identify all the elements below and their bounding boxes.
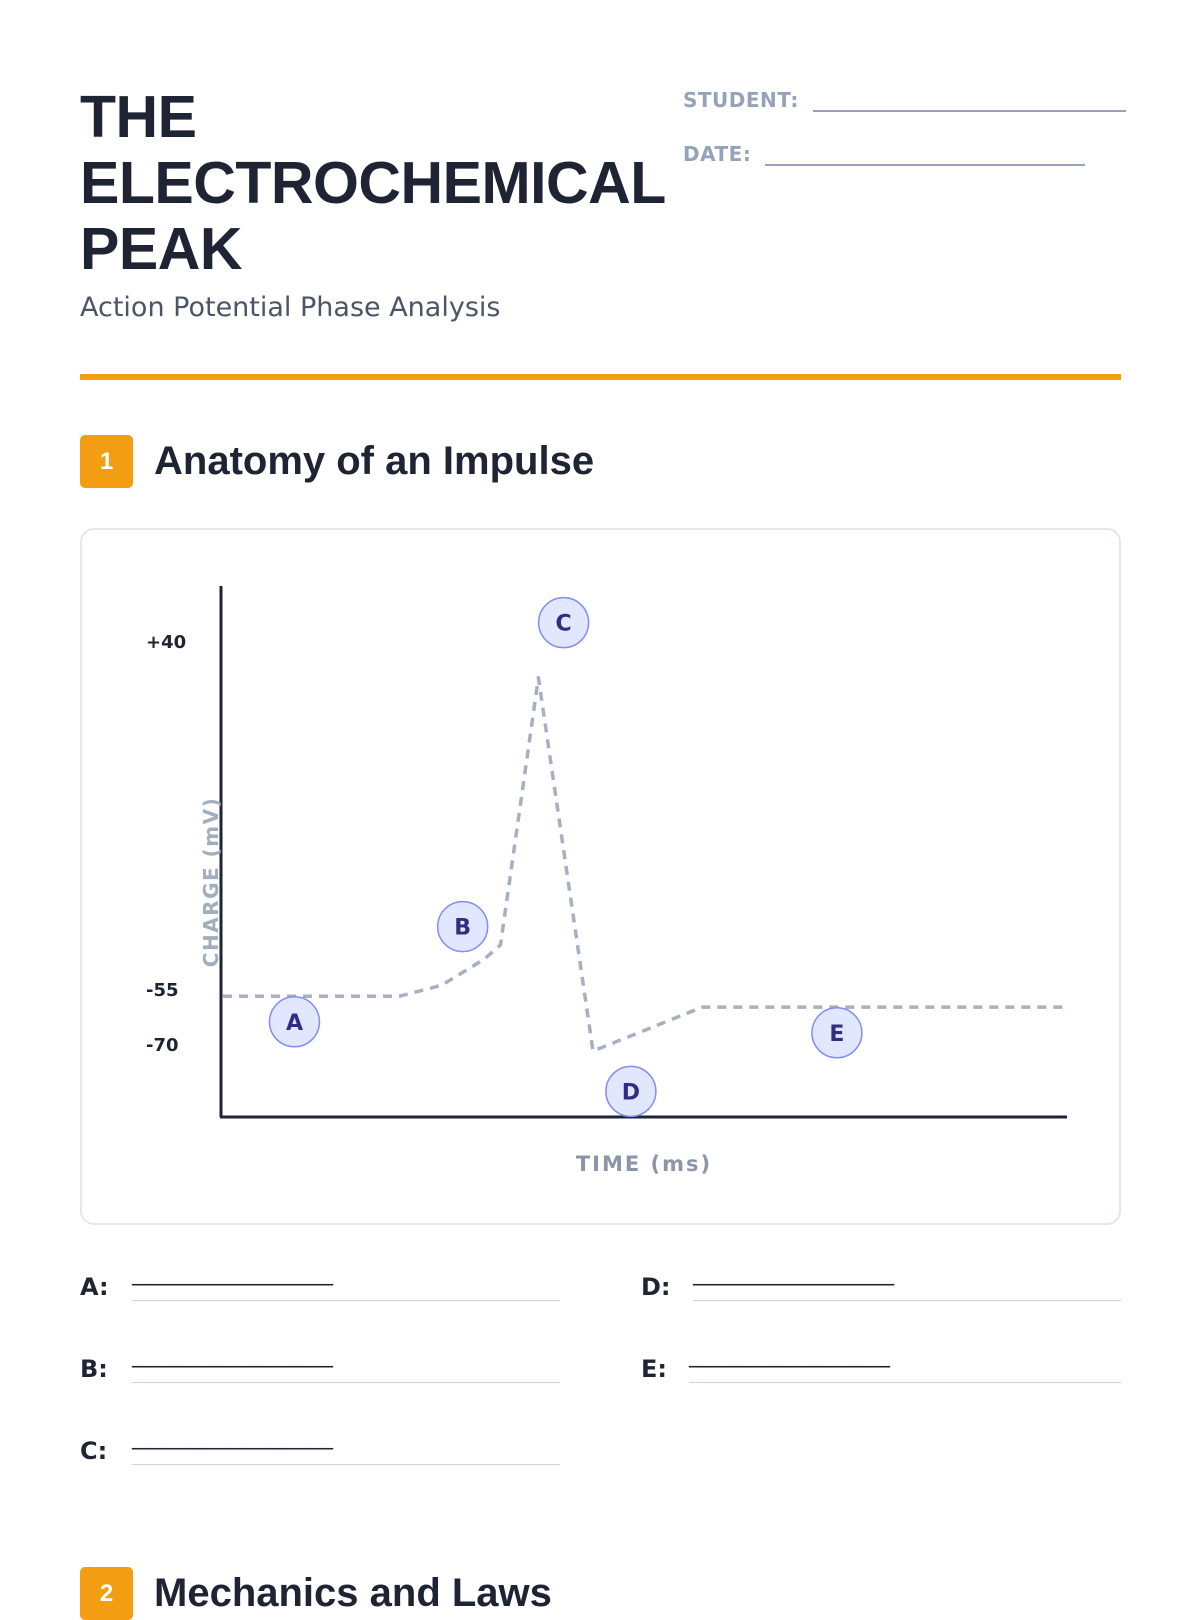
answer-letter: A:: [80, 1273, 109, 1301]
answer-row-d: [641, 1260, 1121, 1301]
answer-row-e: [641, 1342, 1121, 1383]
phase-marker-label: C: [555, 611, 572, 637]
phase-marker-e: [812, 1008, 862, 1058]
answer-row-c: [80, 1424, 560, 1465]
phase-marker-a: [269, 997, 319, 1047]
answer-line-c[interactable]: [132, 1424, 560, 1465]
answer-line-a[interactable]: [132, 1260, 560, 1301]
x-axis-label: TIME (ms): [575, 1152, 713, 1176]
action-potential-chart: [82, 530, 1123, 1227]
student-field: [683, 88, 1126, 112]
phase-marker-b: [438, 902, 488, 952]
phase-marker-d: [606, 1066, 656, 1116]
date-line[interactable]: [765, 164, 1085, 166]
answer-blank: ____________________: [689, 1343, 889, 1368]
phase-marker-label: D: [621, 1080, 641, 1106]
answer-line-b[interactable]: [132, 1342, 560, 1383]
answer-blank: ____________________: [132, 1425, 332, 1450]
student-label: STUDENT:: [683, 88, 799, 112]
answer-row-a: [80, 1260, 560, 1301]
section-number-badge: 1: [80, 435, 133, 488]
y-axis-label: CHARGE (mV): [199, 796, 223, 968]
answer-letter: C:: [80, 1437, 108, 1465]
answer-section: [80, 1260, 1121, 1500]
phase-marker-label: A: [285, 1010, 304, 1036]
answer-blank: ____________________: [132, 1343, 332, 1368]
y-tick-label: +40: [146, 631, 187, 653]
date-label: DATE:: [683, 142, 752, 166]
title-line: PEAK: [80, 216, 242, 282]
y-tick-label: -70: [146, 1034, 179, 1056]
phase-marker-label: B: [454, 915, 472, 941]
section-number-badge: 2: [80, 1567, 133, 1620]
date-field: [683, 142, 1085, 166]
answer-letter: B:: [80, 1355, 108, 1383]
y-tick-labels: [146, 632, 186, 1056]
title-line: THE: [80, 84, 197, 150]
header-accent-rule: [80, 374, 1121, 380]
section-2-header: [80, 1567, 552, 1620]
answer-blank: ____________________: [693, 1261, 893, 1286]
section-title: Mechanics and Laws: [154, 1571, 552, 1615]
answer-line-d[interactable]: [693, 1260, 1121, 1301]
y-tick-label: -55: [146, 979, 179, 1001]
phase-marker-c: [539, 598, 589, 648]
section-title: Anatomy of an Impulse: [154, 439, 595, 483]
worksheet-title: [80, 84, 680, 282]
phase-marker-label: E: [829, 1021, 845, 1047]
answer-line-e[interactable]: [689, 1342, 1121, 1383]
answer-letter: D:: [641, 1273, 671, 1301]
student-name-line[interactable]: [813, 110, 1126, 112]
title-line: ELECTROCHEMICAL: [80, 150, 666, 216]
membrane-potential-curve: [223, 678, 1064, 1052]
section-1-header: [80, 435, 594, 488]
answer-row-b: [80, 1342, 560, 1383]
answer-blank: ____________________: [132, 1261, 332, 1286]
answer-letter: E:: [641, 1355, 667, 1383]
action-potential-chart-card: [80, 528, 1121, 1225]
worksheet-subtitle: Action Potential Phase Analysis: [80, 292, 501, 323]
